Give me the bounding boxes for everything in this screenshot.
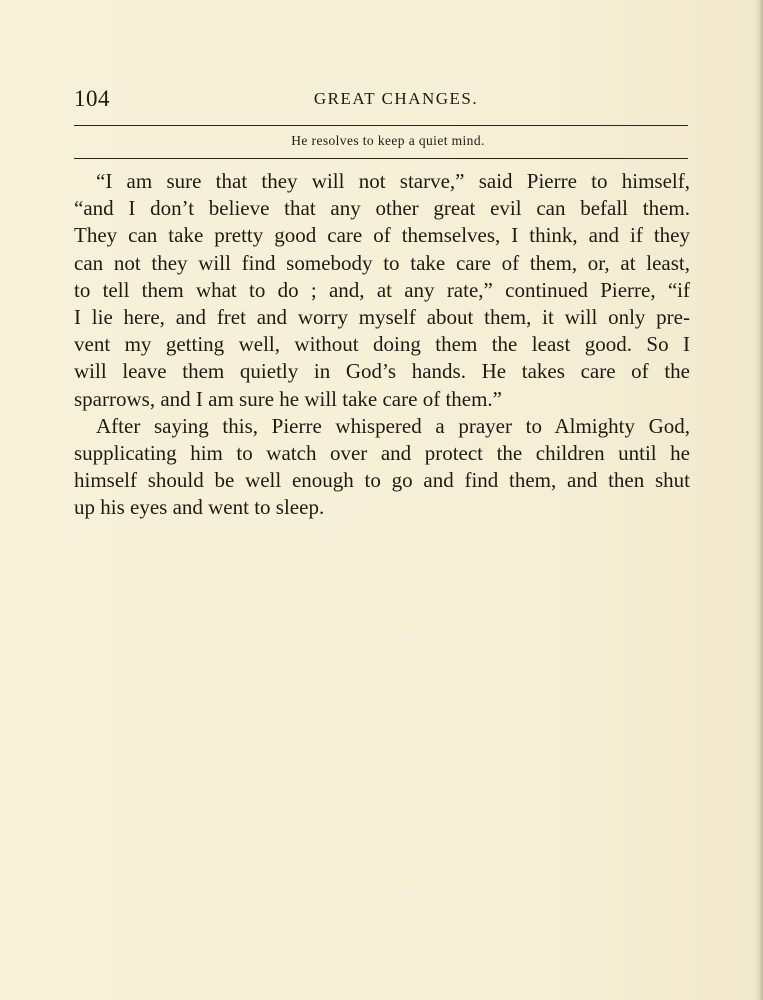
- header-rule-top: [74, 125, 688, 126]
- text-line: “and I don’t believe that any other great evil can befall them.: [74, 196, 690, 221]
- running-head: GREAT CHANGES.: [313, 89, 479, 108]
- header-rule-bottom: [74, 158, 688, 159]
- text-line: himself should be well enough to go and find them, and then shut: [74, 468, 690, 493]
- text-line: to tell them what to do ; and, at any rate,” continued Pierre, “if: [74, 277, 690, 302]
- page-number: 104: [74, 86, 110, 111]
- page-edge-shadow: [753, 0, 763, 1000]
- text-line: I lie here, and fret and worry myself about them, it will only pre-: [74, 304, 690, 329]
- text-line: They can take pretty good care of themselves, I think, and if they: [74, 223, 690, 248]
- text-line: vent my getting well, without doing them the least good. So I: [74, 332, 690, 357]
- section-summary: He resolves to keep a quiet mind.: [291, 133, 485, 148]
- body-text: [74, 168, 690, 521]
- text-line: After saying this, Pierre whispered a prayer to Almighty God,: [96, 413, 690, 438]
- page-header: [74, 86, 688, 118]
- text-line: will leave them quietly in God’s hands. He takes care of the: [74, 359, 690, 384]
- text-line: “I am sure that they will not starve,” said Pierre to himself,: [96, 169, 690, 193]
- text-line: supplicating him to watch over and protect the children until he: [74, 440, 690, 465]
- text-line: can not they will find somebody to take care of them, or, at least,: [74, 250, 690, 275]
- text-line: sparrows, and I am sure he will take care of them.”: [74, 386, 502, 411]
- text-line: up his eyes and went to sleep.: [74, 495, 325, 520]
